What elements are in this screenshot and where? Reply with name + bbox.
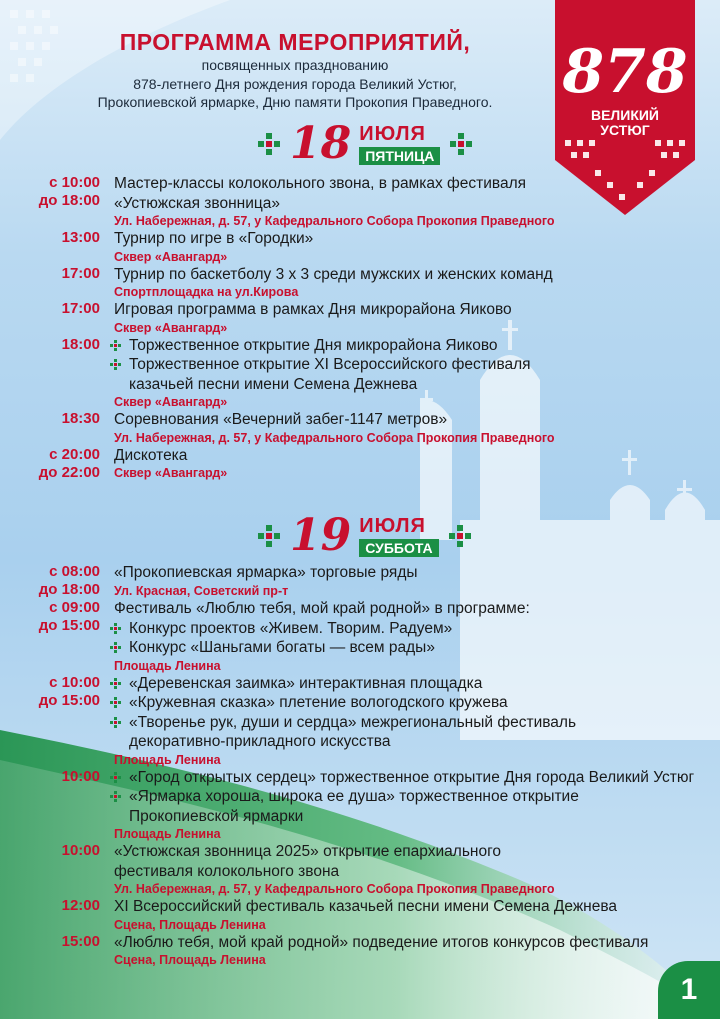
event-time-start: 10:00 (61, 842, 100, 859)
event-time-start: с 10:00 (49, 673, 100, 691)
event-location: Площадь Ленина (114, 658, 221, 673)
schedule-row (20, 674, 700, 768)
event-bullet (114, 713, 700, 752)
event-location: Площадь Ленина (114, 752, 221, 767)
event-time (20, 336, 100, 411)
event-location: Ул. Набережная, д. 57, у Кафедрального Собора Прокопия Праведного (114, 430, 555, 445)
event-time-start: 18:30 (61, 410, 100, 427)
event-time (20, 674, 100, 768)
ornament-icon (258, 525, 280, 547)
schedule-row (20, 933, 700, 969)
event-title-line: Турнир по баскетболу 3 х 3 среди мужских и женских команд (114, 265, 553, 283)
badge-city-line1: ВЕЛИКИЙ (590, 107, 660, 123)
event-bullet-line: Торжественное открытие XI Всероссийского фестиваля (129, 356, 531, 373)
bullet-ornament-icon (110, 717, 121, 728)
event-location: Ул. Красная, Советский пр-т (114, 583, 289, 598)
event-location: Спортплощадка на ул.Кирова (114, 285, 299, 299)
event-time (20, 842, 100, 897)
event-body (114, 768, 700, 843)
event-time (20, 897, 100, 933)
event-bullet-text (129, 336, 498, 356)
event-time (20, 933, 100, 969)
event-title-line: «Устюжская звонница 2025» открытие епархиального (114, 843, 502, 860)
event-location: Сквер «Авангард» (114, 466, 228, 480)
event-time-start: с 10:00 (49, 174, 100, 191)
event-bullet-line: Конкурс проектов «Живем. Творим. Радуем» (129, 619, 453, 637)
schedule-row (20, 229, 700, 265)
event-time (20, 599, 100, 674)
day-header-18 (248, 118, 482, 169)
event-bullet-text (129, 713, 576, 752)
event-time-start: 17:00 (61, 300, 100, 317)
bullet-ornament-icon (110, 697, 121, 708)
day-number: 19 (290, 510, 352, 561)
event-time (20, 229, 100, 265)
event-bullet-text (129, 787, 579, 826)
event-body (114, 897, 700, 933)
event-title-line: Фестиваль «Люблю тебя, мой край родной» в программе: (114, 600, 530, 617)
event-title-line: Дискотека (114, 446, 188, 464)
event-title-line: Турнир по игре в «Городки» (114, 230, 314, 247)
event-body (114, 410, 700, 446)
badge-city-line2: УСТЮГ (600, 122, 650, 138)
schedule-row (20, 265, 700, 301)
event-bullet-line: казачьей песни имени Семена Дежнева (129, 375, 418, 393)
event-title-line: фестиваля колокольного звона (114, 862, 340, 880)
event-bullet-line: «Ярмарка хороша, широка ее душа» торжественное открытие (129, 788, 579, 805)
schedule-row (20, 174, 700, 229)
schedule-row (20, 410, 700, 446)
event-bullet (114, 638, 700, 658)
event-title-line: Мастер-классы колокольного звона, в рамках фестиваля (114, 175, 527, 192)
bullet-ornament-icon (110, 678, 121, 689)
ornament-icon (450, 133, 472, 155)
event-bullet (114, 619, 700, 639)
event-location: Сквер «Авангард» (114, 320, 228, 335)
event-location: Ул. Набережная, д. 57, у Кафедрального Собора Прокопия Праведного (114, 214, 555, 228)
schedule-row (20, 563, 700, 599)
page-number: 1 (658, 961, 720, 1019)
event-time (20, 410, 100, 446)
schedule-row (20, 300, 700, 336)
event-bullet (114, 336, 700, 356)
event-location: Сцена, Площадь Ленина (114, 953, 266, 967)
day-header-19 (248, 510, 481, 561)
event-title-line: «Устюжская звонница» (114, 194, 280, 212)
event-time-start: с 08:00 (49, 563, 100, 580)
bullet-ornament-icon (110, 359, 121, 370)
event-bullet-line: «Кружевная сказка» плетение вологодского кружева (129, 694, 508, 711)
event-body (114, 446, 700, 482)
event-bullet-line: «Деревенская заимка» интерактивная площадка (129, 674, 483, 692)
event-title-line: XI Всероссийский фестиваль казачьей песни имени Семена Дежнева (114, 898, 618, 915)
event-time-end: до 18:00 (38, 581, 100, 598)
event-bullet-text (129, 355, 531, 394)
event-time (20, 563, 100, 599)
event-bullet (114, 355, 700, 394)
event-location: Сцена, Площадь Ленина (114, 917, 266, 932)
ornament-icon (258, 133, 280, 155)
day-number: 18 (290, 118, 352, 169)
event-body (114, 174, 700, 229)
event-bullet (114, 787, 700, 826)
schedule-row (20, 599, 700, 674)
bullet-ornament-icon (110, 772, 121, 783)
bullet-ornament-icon (110, 791, 121, 802)
event-bullet-line: декоративно-прикладного искусства (129, 733, 391, 750)
day-month: ИЮЛЯ (359, 122, 426, 145)
event-bullet-line: Конкурс «Шаньгами богаты — всем рады» (129, 639, 435, 656)
event-body (114, 933, 700, 969)
event-title-line: Соревнования «Вечерний забег-1147 метров» (114, 411, 448, 428)
event-location: Сквер «Авангард» (114, 249, 228, 264)
event-time-start: 10:00 (61, 767, 100, 785)
schedule-row (20, 446, 700, 482)
event-body (114, 336, 700, 411)
event-time (20, 768, 100, 843)
event-time-start: 13:00 (61, 229, 100, 246)
event-bullet-line: «Творенье рук, души и сердца» межрегиональный фестиваль (129, 713, 577, 731)
event-bullet-text (129, 693, 508, 713)
program-title: ПРОГРАММА МЕРОПРИЯТИЙ, (119, 29, 471, 55)
schedule-day-18 (20, 174, 700, 482)
program-header (40, 28, 550, 112)
event-location: Сквер «Авангард» (114, 395, 228, 409)
bullet-ornament-icon (110, 642, 121, 653)
header-subtitle-3: Прокопиевской ярмарке, Дню памяти Прокопия Праведного. (97, 94, 493, 110)
event-bullet-line: «Город открытых сердец» торжественное открытие Дня города Великий Устюг (129, 768, 695, 786)
event-bullet-text (129, 768, 694, 788)
event-title-line: «Прокопиевская ярмарка» торговые ряды (114, 564, 418, 581)
event-time-start: 12:00 (61, 897, 100, 914)
event-bullet (114, 674, 700, 694)
event-bullet-text (129, 638, 435, 658)
ornament-icon (449, 525, 471, 547)
event-time-end: до 22:00 (38, 463, 100, 481)
event-time-start: с 20:00 (49, 445, 100, 463)
event-body (114, 599, 700, 674)
event-body (114, 674, 700, 768)
badge-number: 878 (562, 37, 688, 107)
schedule-row (20, 768, 700, 843)
event-body (114, 229, 700, 265)
event-time (20, 446, 100, 482)
event-body (114, 842, 700, 897)
event-title-line: Игровая программа в рамках Дня микрорайона Яиково (114, 301, 512, 318)
event-bullet (114, 693, 700, 713)
bullet-ornament-icon (110, 340, 121, 351)
day-weekday: ПЯТНИЦА (359, 147, 440, 165)
event-time-start: 15:00 (61, 932, 100, 950)
event-bullet-line: Торжественное открытие Дня микрорайона Яиково (129, 336, 498, 354)
event-time (20, 300, 100, 336)
event-body (114, 265, 700, 301)
event-time (20, 265, 100, 301)
event-title-line: «Люблю тебя, мой край родной» подведение итогов конкурсов фестиваля (114, 933, 649, 951)
event-time-end: до 18:00 (38, 192, 100, 209)
event-time-end: до 15:00 (38, 617, 100, 634)
schedule-day-19 (20, 563, 700, 968)
event-time-end: до 15:00 (38, 691, 100, 709)
event-bullet (114, 768, 700, 788)
event-bullet-text (129, 619, 452, 639)
event-location: Площадь Ленина (114, 827, 221, 841)
event-bullet-text (129, 674, 482, 694)
event-location: Ул. Набережная, д. 57, у Кафедрального Собора Прокопия Праведного (114, 882, 555, 896)
schedule-row (20, 897, 700, 933)
header-subtitle-2: 878-летнего Дня рождения города Великий Устюг, (133, 75, 457, 92)
event-time-start: 17:00 (61, 264, 100, 282)
bullet-ornament-icon (110, 623, 121, 634)
event-bullet-line: Прокопиевской ярмарки (129, 807, 304, 825)
schedule-row (20, 842, 700, 897)
event-time-start: 18:00 (61, 335, 100, 353)
event-time (20, 174, 100, 229)
schedule-row (20, 336, 700, 411)
event-time-start: с 09:00 (49, 599, 100, 616)
header-subtitle-1: посвященных празднованию (201, 57, 389, 73)
event-body (114, 563, 700, 599)
day-weekday: СУББОТА (359, 539, 438, 557)
event-body (114, 300, 700, 336)
day-month: ИЮЛЯ (359, 514, 426, 537)
